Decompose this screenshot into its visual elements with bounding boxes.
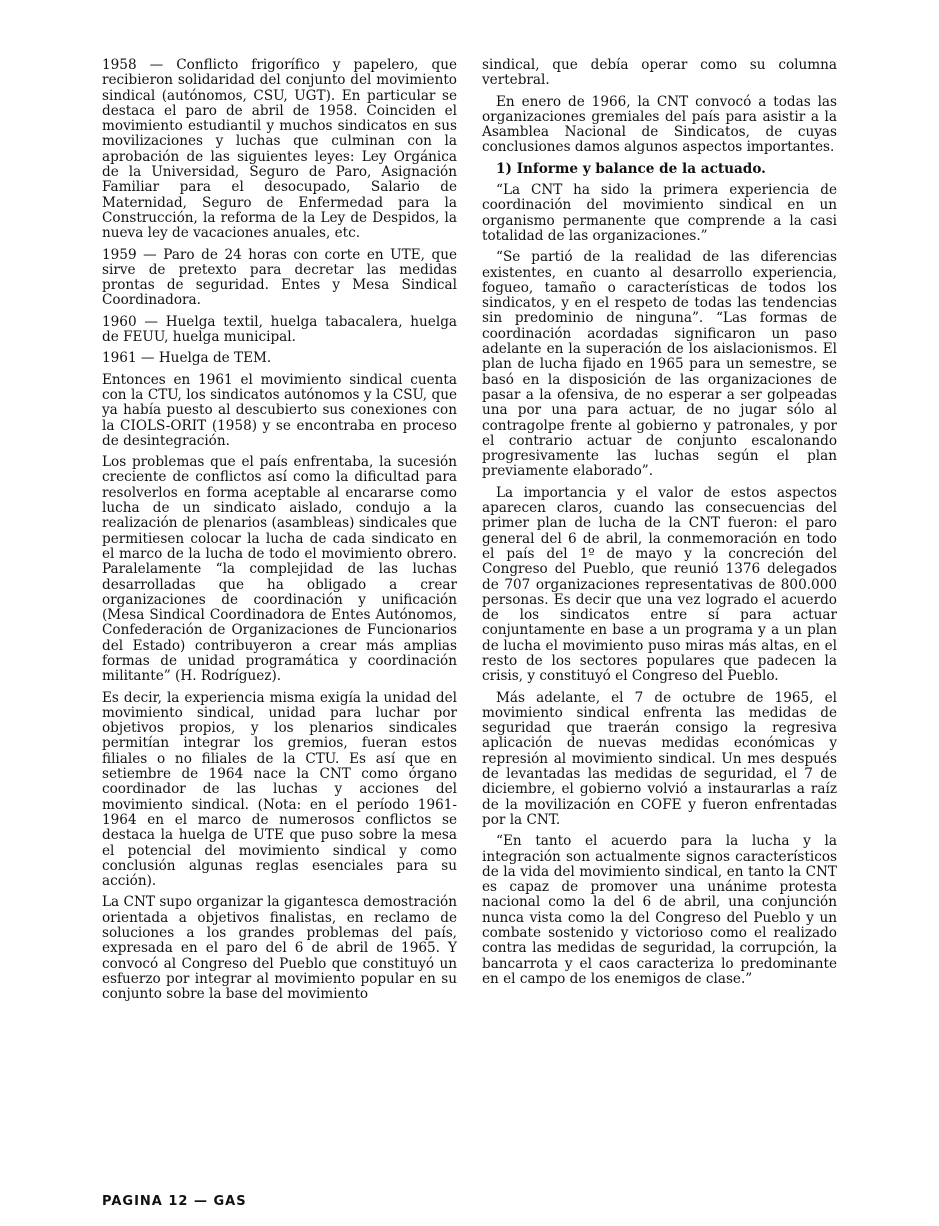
paragraph: La CNT supo organizar la gigantesca demostración orientada a objetivos finalistas, en reclamo de soluciones a los grandes problemas del país, expresada en el paro del 6 de abril de 1965. Y convocó al Congreso del Pueblo que constituyó un esfuerzo por integrar al movimiento popular en su conjunto sobre la base del movimiento [102, 894, 457, 1003]
paragraph: 1960 — Huelga textil, huelga tabacalera, huelga de FEUU, huelga municipal. [102, 313, 457, 346]
paragraph: “Se partió de la realidad de las diferencias existentes, en cuanto al desarrollo experiencia, fogueo, tamaño o características de todos los sindicatos, y en el respeto de todas las tendencias sin predominio de ninguna”. “Las formas de coordinación acordadas significaron un paso adelante en la superación de los aislacionismos. El plan de lucha fijado en 1965 para un semestre, se basó en la disposición de las organizaciones de pasar a la ofensiva, de no esperar a ser golpeadas una por una para actuar, de no jugar sólo al contragolpe frente al gobierno y patronales, y por el contrario actuar de conjunto escalonando progresivamente las luchas según el plan previamente elaborado”. [482, 249, 837, 480]
paragraph: Los problemas que el país enfrentaba, la sucesión creciente de conflictos así como la dificultad para resolverlos en forma aceptable al encararse como lucha de un sindicato aislado, condujo a la realización de plenarios (asambleas) sindicales que permitiesen colocar la lucha de cada sindicato en el marco de la lucha de todo el movimiento obrero. Paralelamente “la complejidad de las luchas desarrolladas que ha obligado a crear organizaciones de coordinación y unificación (Mesa Sindical Coordinadora de Entes Autónomos, Confederación de Organizaciones de Funcionarios del Estado) contribuyeron a crear más amplias formas de unidad programática y coordinación militante” (H. Rodríguez). [102, 454, 457, 685]
paragraph: 1959 — Paro de 24 horas con corte en UTE, que sirve de pretexto para decretar las medidas prontas de seguridad. Entes y Mesa Sindical Coordinadora. [102, 246, 457, 309]
paragraph: Más adelante, el 7 de octubre de 1965, el movimiento sindical enfrenta las medidas de seguridad que traerán consigo la regresiva aplicación de nuevas medidas económicas y represión al movimiento sindical. Un mes después de levantadas las medidas de seguridad, el 7 de diciembre, el gobierno volvió a instaurarlas a raíz de la movilización en COFE y fueron enfrentadas por la CNT. [482, 689, 837, 828]
paragraph: 1958 — Conflicto frigorífico y papelero, que recibieron solidaridad del conjunto del movimiento sindical (autónomos, CSU, UGT). En particular se destaca el paro de abril de 1958. Coinciden el movimiento estudiantil y muchos sindicatos en sus movilizaciones y luchas que culminan con la aprobación de las siguientes leyes: Ley Orgánica de la Universidad, Seguro de Paro, Asignación Familiar para el desocupado, Salario de Maternidad, Seguro de Enfermedad para la Construcción, la reforma de la Ley de Despidos, la nueva ley de vacaciones anuales, etc. [102, 57, 457, 242]
right-column [482, 58, 837, 993]
paragraph: La importancia y el valor de estos aspectos aparecen claros, cuando las consecuencias del primer plan de lucha de la CNT fueron: el paro general del 6 de abril, la conmemoración en todo el país del 1º de mayo y la concreción del Congreso del Pueblo, que reunió 1376 delegados de 707 organizaciones representativas de 800.000 personas. Es decir que una vez logrado el acuerdo de los sindicatos entre sí para actuar conjuntamente en base a un programa y a un plan de lucha el movimiento puso miras más altas, en el resto de los sectores populares que padecen la crisis, y constituyó el Congreso del Pueblo. [482, 484, 837, 685]
paragraph: “En tanto el acuerdo para la lucha y la integración son actualmente signos característicos de la vida del movimiento sindical, en tanto la CNT es capaz de promover una unánime protesta nacional como la del 6 de abril, una conjunción nunca vista como la del Congreso del Pueblo y un combate sostenido y victorioso como el realizado contra las medidas de seguridad, la corrupción, la bancarrota y el caos caracteriza lo predominante en el campo de los enemigos de clase.” [482, 833, 837, 987]
paragraph: Entonces en 1961 el movimiento sindical cuenta con la CTU, los sindicatos autónomos y la CSU, que ya había puesto al descubierto sus conexiones con la CIOLS-ORIT (1958) y se encontraba en proceso de desintegración. [102, 371, 457, 449]
paragraph: 1961 — Huelga de TEM. [102, 350, 272, 367]
paragraph: En enero de 1966, la CNT convocó a todas las organizaciones gremiales del país para asistir a la Asamblea Nacional de Sindicatos, de cuyas conclusiones damos algunos aspectos importantes. [482, 93, 837, 156]
page-footer: PAGINA 12 — GAS [102, 1194, 247, 1209]
section-heading: 1) Informe y balance de la actuado. [496, 160, 766, 177]
left-column [102, 58, 457, 1009]
paragraph: “La CNT ha sido la primera experiencia de coordinación del movimiento sindical en un organismo permanente que comprende a la casi totalidad de las organizaciones.” [482, 182, 837, 244]
paragraph: sindical, que debía operar como su columna vertebral. [482, 57, 837, 89]
paragraph: Es decir, la experiencia misma exigía la unidad del movimiento sindical, unidad para luchar por objetivos propios, y los plenarios sindicales permitían integrar los gremios, fueran estos filiales o no filiales de la CTU. Es así que en setiembre de 1964 nace la CNT como órgano coordinador de las luchas y acciones del movimiento sindical. (Nota: en el período 1961-1964 en el marco de numerosos conflictos se destaca la huelga de UTE que puso sobre la mesa el potencial del movimiento sindical y como conclusión algunas reglas esenciales para su acción). [102, 689, 457, 890]
